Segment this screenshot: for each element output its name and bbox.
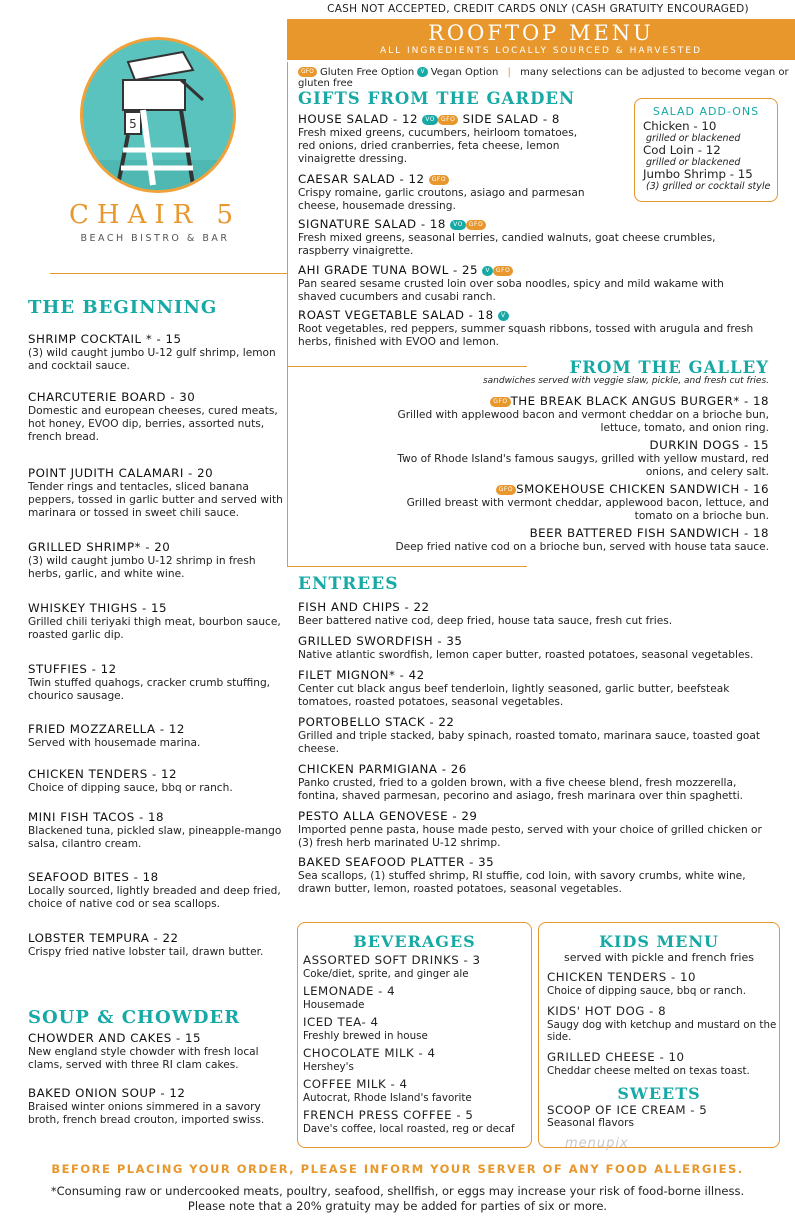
soup-item-name: BAKED ONION SOUP - 12	[28, 1086, 186, 1100]
beginning-item-desc: Grilled chili teriyaki thigh meat, bourbon sauce, roasted garlic dip.	[28, 616, 281, 641]
side-salad-name: SIDE SALAD - 8	[462, 112, 560, 126]
kids-item	[547, 970, 779, 997]
beginning-item-name: GRILLED SHRIMP* - 20	[28, 540, 171, 554]
legend-gf: Gluten Free Option	[320, 67, 415, 78]
sweets-item-name: SCOOP OF ICE CREAM - 5	[547, 1103, 708, 1117]
kids-title: KIDS MENU	[599, 932, 719, 951]
menu-item-house-salad	[298, 112, 638, 166]
beginning-item	[28, 662, 283, 703]
galley-note: sandwiches served with veggie slaw, pickle, and fresh cut fries.	[482, 376, 769, 386]
chair-number: 5	[129, 117, 137, 131]
legend-divider: |	[507, 67, 511, 78]
menu-banner	[287, 19, 795, 60]
entrees-item	[298, 762, 773, 803]
beverages-item-desc: Dave's coffee, local roasted, reg or decaf	[303, 1123, 515, 1135]
soup-item-desc: Braised winter onions simmered in a savory broth, french bread crouton, imported swiss.	[28, 1101, 265, 1126]
divider-left	[50, 273, 287, 274]
beverages-item-desc: Autocrat, Rhode Island's favorite	[303, 1092, 472, 1104]
beverages-box	[297, 922, 532, 1148]
menu-item-durkin-dogs	[340, 438, 769, 479]
burger-desc-2: lettuce, tomato, and onion ring.	[600, 422, 769, 434]
section-title-beginning: THE BEGINNING	[28, 297, 218, 318]
menu-item-ahi	[298, 263, 768, 304]
kids-item-desc: Saugy dog with ketchup and mustard on the side.	[547, 1019, 777, 1043]
kids-item-name: GRILLED CHEESE - 10	[547, 1050, 685, 1064]
beverages-item-desc: Coke/diet, sprite, and ginger ale	[303, 968, 469, 980]
consume-warning: *Consuming raw or undercooked meats, poultry, seafood, shellfish, or eggs may increase your risk of food-borne illness.	[50, 1184, 745, 1198]
beginning-item	[28, 767, 283, 795]
menu-item-roast	[298, 308, 768, 349]
chicken-sandwich-desc-1: Grilled breast with vermont cheddar, applewood bacon, lettuce, and	[406, 497, 769, 509]
house-salad-desc: Fresh mixed greens, cucumbers, heirloom tomatoes, red onions, dried cranberries, feta cheese, lemon vinaigrette dressing.	[298, 127, 578, 165]
v-tag-icon: V	[498, 311, 509, 321]
kids-item-name: KIDS' HOT DOG - 8	[547, 1004, 667, 1018]
beverages-item-name: ASSORTED SOFT DRINKS - 3	[303, 953, 481, 967]
beginning-item-desc: Twin stuffed quahogs, cracker crumb stuffing, chourico sausage.	[28, 677, 271, 702]
vo-tag-icon: VO	[450, 220, 466, 230]
entrees-item	[298, 855, 773, 896]
ahi-name: AHI GRADE TUNA BOWL - 25	[298, 263, 479, 277]
divider-entrees	[287, 566, 527, 567]
salad-addons-box	[634, 98, 778, 202]
sweets-item-desc: Seasonal flavors	[547, 1117, 635, 1129]
sweets-title: SWEETS	[617, 1084, 701, 1103]
beverages-item-desc: Hershey's	[303, 1061, 354, 1073]
beginning-item-name: CHARCUTERIE BOARD - 30	[28, 390, 196, 404]
kids-box	[538, 922, 780, 1148]
house-salad-name: HOUSE SALAD - 12	[298, 112, 419, 126]
beverages-item-desc: Housemade	[303, 999, 365, 1011]
gfo-tag-icon: GFO	[490, 397, 510, 407]
soup-item-name: CHOWDER AND CAKES - 15	[28, 1031, 202, 1045]
beginning-item-name: WHISKEY THIGHS - 15	[28, 601, 167, 615]
entrees-item-desc: Native atlantic swordfish, lemon caper butter, roasted potatoes, seasonal vegetables.	[298, 649, 754, 661]
addon-cod-sub: grilled or blackened	[646, 157, 741, 168]
entrees-item-desc: Panko crusted, fried to a golden brown, with a five cheese blend, fresh mozzerella, fontina, shaved parmesan, pecorino and asiago, fresh marinara over thin spaghetti.	[298, 777, 744, 802]
kids-item-desc: Choice of dipping sauce, bbq or ranch.	[547, 985, 746, 997]
gfo-tag-icon: GFO	[429, 175, 449, 185]
footer-disclaimer	[0, 1184, 795, 1214]
gfo-tag-icon: GFO	[466, 220, 486, 230]
v-tag-icon: V	[482, 266, 493, 276]
beginning-item-desc: Domestic and european cheeses, cured meats, hot honey, EVOO dip, berries, assorted nuts, french bread.	[28, 405, 278, 443]
beverages-title: BEVERAGES	[353, 932, 476, 951]
beginning-item-desc: Tender rings and tentacles, sliced banana peppers, tossed in garlic butter and served with marinara or tossed in sweet chili sauce.	[28, 481, 283, 519]
kids-list	[539, 970, 779, 1077]
entrees-item	[298, 809, 773, 850]
kids-subtitle: served with pickle and french fries	[564, 951, 754, 964]
menu-subtitle: ALL INGREDIENTS LOCALLY SOURCED & HARVESTED	[379, 46, 703, 56]
entrees-item-desc: Beer battered native cod, deep fried, house tata sauce, fresh cut fries.	[298, 615, 673, 627]
addon-chicken-sub: grilled or blackened	[646, 133, 741, 144]
addon-cod: Cod Loin - 12	[643, 143, 721, 157]
beginning-item	[28, 332, 283, 373]
entrees-item-name: PESTO ALLA GENOVESE - 29	[298, 809, 478, 823]
chicken-sandwich-desc-2: tomato on a brioche bun.	[634, 510, 769, 522]
vo-tag-icon: VO	[422, 115, 438, 125]
addon-chicken: Chicken - 10	[643, 119, 717, 133]
beginning-item	[28, 810, 283, 851]
gratuity-note: Please note that a 20% gratuity may be added for parties of six or more.	[187, 1199, 608, 1213]
menu-item-chicken-sandwich	[340, 482, 769, 523]
soup-item	[28, 1086, 283, 1127]
brand-name: CHAIR 5	[69, 200, 241, 230]
beginning-item-name: SEAFOOD BITES - 18	[28, 870, 159, 884]
signature-desc: Fresh mixed greens, seasonal berries, candied walnuts, goat cheese crumbles, raspberry vinaigrette.	[298, 232, 716, 257]
beginning-item	[28, 466, 283, 520]
entrees-item-desc: Sea scallops, (1) stuffed shrimp, RI stuffie, cod loin, with savory crumbs, white wine, drawn butter, lemon, roasted potatoes, seasonal vegetables.	[298, 870, 746, 895]
beginning-item	[28, 931, 283, 959]
soup-item	[28, 1031, 283, 1072]
allergy-notice: BEFORE PLACING YOUR ORDER, PLEASE INFORM YOUR SERVER OF ANY FOOD ALLERGIES.	[51, 1162, 744, 1176]
watermark: menupix	[565, 1136, 629, 1151]
dogs-desc-1: Two of Rhode Island's famous saugys, grilled with yellow mustard, red	[397, 453, 769, 465]
section-title-garden: GIFTS FROM THE GARDEN	[298, 89, 576, 108]
entrees-item	[298, 634, 773, 662]
dogs-name: DURKIN DOGS - 15	[649, 438, 769, 452]
entrees-item-name: PORTOBELLO STACK - 22	[298, 715, 455, 729]
beginning-item-name: POINT JUDITH CALAMARI - 20	[28, 466, 214, 480]
entrees-item-desc: Grilled and triple stacked, baby spinach, roasted tomato, marinara sauce, toasted goat cheese.	[298, 730, 761, 755]
beginning-item-name: CHICKEN TENDERS - 12	[28, 767, 178, 781]
beverages-item-name: CHOCOLATE MILK - 4	[303, 1046, 436, 1060]
fish-sandwich-name: BEER BATTERED FISH SANDWICH - 18	[529, 526, 769, 540]
beverages-item	[303, 1108, 531, 1135]
soup-item-desc: New england style chowder with fresh local clams, served with three RI clam cakes.	[28, 1046, 259, 1071]
kids-item	[547, 1050, 779, 1077]
beverages-item-name: FRENCH PRESS COFFEE - 5	[303, 1108, 474, 1122]
menu-item-signature	[298, 217, 768, 258]
lifeguard-chair-icon	[83, 40, 233, 190]
beginning-item-desc: Crispy fried native lobster tail, drawn butter.	[28, 946, 264, 958]
beverages-item-desc: Freshly brewed in house	[303, 1030, 428, 1042]
addon-shrimp-sub: (3) grilled or cocktail style	[646, 181, 771, 192]
beginning-item-desc: Blackened tuna, pickled slaw, pineapple-mango salsa, cilantro cream.	[28, 825, 282, 850]
beginning-item-desc: Served with housemade marina.	[28, 737, 201, 749]
beginning-item	[28, 722, 283, 750]
entrees-item	[298, 668, 773, 709]
gf-tag-icon: GFO	[298, 67, 317, 77]
entrees-item-name: GRILLED SWORDFISH - 35	[298, 634, 463, 648]
addon-shrimp: Jumbo Shrimp - 15	[643, 167, 753, 181]
menu-item-fish-sandwich	[340, 526, 769, 554]
ahi-desc: Pan seared sesame crusted loin over soba noodles, spicy and mild wakame with shaved cucumbers and cusabi ranch.	[298, 278, 724, 303]
payment-notice: CASH NOT ACCEPTED, CREDIT CARDS ONLY (CASH GRATUITY ENCOURAGED)	[327, 3, 749, 15]
entrees-item	[298, 715, 773, 756]
beginning-item-name: STUFFIES - 12	[28, 662, 117, 676]
beginning-item	[28, 870, 283, 911]
beginning-item	[28, 390, 283, 444]
beginning-item-desc: (3) wild caught jumbo U-12 shrimp in fresh herbs, garlic, and white wine.	[28, 555, 256, 580]
caesar-desc: Crispy romaine, garlic croutons, asiago and parmesan cheese, housemade dressing.	[298, 187, 585, 212]
entrees-item-name: FILET MIGNON* - 42	[298, 668, 425, 682]
burger-name: THE BREAK BLACK ANGUS BURGER* - 18	[510, 394, 769, 408]
legend-vo: Vegan Option	[430, 67, 499, 78]
vegan-tag-icon: V	[417, 67, 427, 77]
entrees-item-name: CHICKEN PARMIGIANA - 26	[298, 762, 467, 776]
entrees-item-desc: Imported penne pasta, house made pesto, served with your choice of grilled chicken or (3) fresh herb marinated U-12 shrimp.	[298, 824, 762, 849]
chair-logo	[80, 37, 236, 193]
beverages-item	[303, 1015, 531, 1042]
beginning-item-name: MINI FISH TACOS - 18	[28, 810, 165, 824]
beginning-item-name: LOBSTER TEMPURA - 22	[28, 931, 179, 945]
beginning-item-desc: (3) wild caught jumbo U-12 gulf shrimp, lemon and cocktail sauce.	[28, 347, 276, 372]
beginning-item	[28, 540, 283, 581]
entrees-item	[298, 600, 773, 628]
beverages-list	[298, 953, 531, 1135]
beverages-item	[303, 1077, 531, 1104]
signature-name: SIGNATURE SALAD - 18	[298, 217, 446, 231]
beverages-item-name: COFFEE MILK - 4	[303, 1077, 408, 1091]
entrees-item-desc: Center cut black angus beef tenderloin, lightly seasoned, garlic butter, beefsteak tomatoes, roasted potatoes, seasonal vegetables.	[298, 683, 730, 708]
roast-desc: Root vegetables, red peppers, summer squash ribbons, tossed with arugula and fresh herbs, finished with EVOO and lemon.	[298, 323, 754, 348]
beginning-item-desc: Choice of dipping sauce, bbq or ranch.	[28, 782, 233, 794]
beginning-item-desc: Locally sourced, lightly breaded and deep fried, choice of native cod or sea scallops.	[28, 885, 281, 910]
entrees-item-name: BAKED SEAFOOD PLATTER - 35	[298, 855, 495, 869]
beginning-item	[28, 601, 283, 642]
menu-title: ROOFTOP MENU	[428, 21, 654, 45]
beginning-item-name: FRIED MOZZARELLA - 12	[28, 722, 185, 736]
section-title-soup: SOUP & CHOWDER	[28, 1007, 241, 1028]
fish-sandwich-desc: Deep fried native cod on a brioche bun, served with house tata sauce.	[395, 541, 769, 553]
kids-item-desc: Cheddar cheese melted on texas toast.	[547, 1065, 750, 1077]
legend-note: many selections can be adjusted to become vegan or gluten free	[298, 67, 789, 89]
gfo-tag-icon: GFO	[438, 115, 458, 125]
section-title-entrees: ENTREES	[298, 574, 399, 594]
dogs-desc-2: onions, and celery salt.	[645, 466, 769, 478]
gfo-tag-icon: GFO	[493, 266, 513, 276]
beverages-item	[303, 984, 531, 1011]
kids-item-name: CHICKEN TENDERS - 10	[547, 970, 697, 984]
dietary-legend	[298, 67, 795, 89]
beginning-item-name: SHRIMP COCKTAIL * - 15	[28, 332, 182, 346]
addons-title: SALAD ADD-ONS	[652, 105, 760, 118]
beverages-item	[303, 1046, 531, 1073]
gfo-tag-icon: GFO	[496, 485, 516, 495]
beverages-item-name: ICED TEA- 4	[303, 1015, 379, 1029]
menu-item-caesar	[298, 172, 618, 213]
caesar-name: CAESAR SALAD - 12	[298, 172, 425, 186]
chicken-sandwich-name: SMOKEHOUSE CHICKEN SANDWICH - 16	[516, 482, 769, 496]
entrees-item-name: FISH AND CHIPS - 22	[298, 600, 430, 614]
beverages-item	[303, 953, 531, 980]
roast-name: ROAST VEGETABLE SALAD - 18	[298, 308, 494, 322]
kids-item	[547, 1004, 779, 1043]
divider-vertical	[287, 62, 288, 567]
menu-item-burger	[340, 394, 769, 435]
beverages-item-name: LEMONADE - 4	[303, 984, 396, 998]
section-title-galley: FROM THE GALLEY	[569, 358, 769, 377]
brand-tagline: BEACH BISTRO & BAR	[80, 233, 230, 244]
burger-desc-1: Grilled with applewood bacon and vermont cheddar on a brioche bun,	[397, 409, 769, 421]
